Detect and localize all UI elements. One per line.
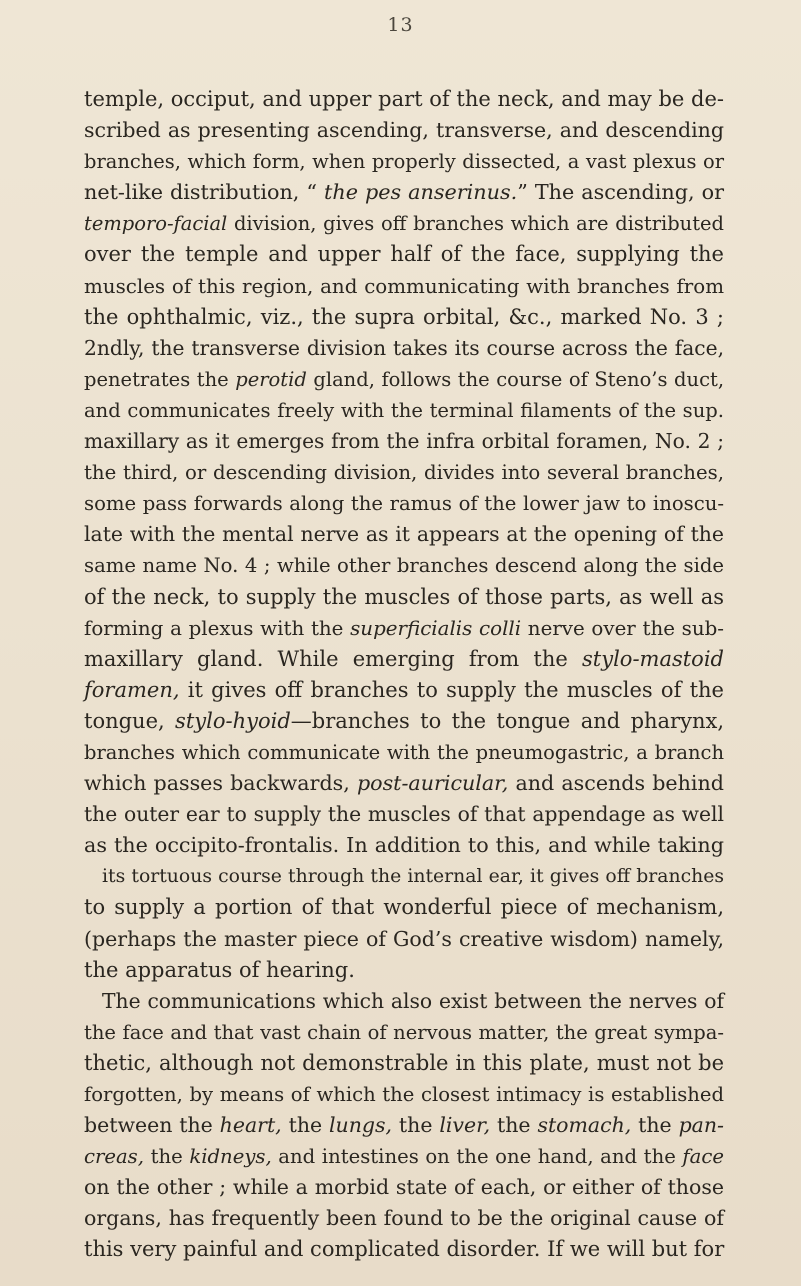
text-line <box>84 550 724 581</box>
text-line <box>84 644 724 675</box>
text-line <box>84 1017 724 1048</box>
text-segment: nerve over the sub- <box>521 616 725 640</box>
text-line <box>84 1079 724 1110</box>
text-line <box>84 488 724 519</box>
text-segment: and intestines on the one hand, and the <box>271 1145 683 1169</box>
text-segment: muscles of this region, and communicating with branches from <box>84 274 724 298</box>
italic-term: creas, <box>84 1145 144 1169</box>
text-segment: the ophthalmic, viz., the supra orbital, &c., marked No. 3 ; <box>84 304 724 329</box>
italic-term: the pes anserinus. <box>324 180 518 205</box>
text-segment: same name No. 4 ; while other branches descend along the side <box>84 554 724 578</box>
text-segment: temple, occiput, and upper part of the neck, and may be de- <box>84 87 724 111</box>
text-segment: as the occipito-frontalis. In addition to this, and while taking <box>84 833 724 858</box>
text-line <box>84 84 724 115</box>
italic-term: stylo-mastoid <box>582 646 724 671</box>
italic-term: lungs, <box>329 1113 393 1138</box>
text-segment: some pass forwards along the ramus of the lower jaw to inoscu- <box>84 492 724 516</box>
italic-term: post-auricular, <box>356 771 509 796</box>
text-line <box>84 955 724 986</box>
text-segment: The communications which also exist between the nerves of <box>102 988 724 1013</box>
text-segment: it gives off branches to supply the muscles of the <box>179 677 724 702</box>
italic-term: perotid <box>235 367 307 391</box>
text-line <box>84 146 724 177</box>
text-segment: penetrates the <box>84 367 236 391</box>
text-line <box>84 364 724 395</box>
text-segment: maxillary as it emerges from the infra orbital foramen, No. 2 ; <box>84 429 724 454</box>
text-segment: forming a plexus with the <box>84 616 351 640</box>
text-segment: the <box>281 1113 329 1138</box>
text-segment: organs, has frequently been found to be the original cause of <box>84 1206 724 1231</box>
page-number: 13 <box>387 14 414 36</box>
text-segment: the outer ear to supply the muscles of that appendage as well <box>84 802 724 827</box>
text-line <box>84 737 724 768</box>
text-line <box>84 924 724 955</box>
text-segment: 2ndly, the transverse division takes its course across the face, <box>84 335 724 360</box>
text-segment: late with the mental nerve as it appears at the opening of the <box>84 522 724 547</box>
text-segment: the <box>631 1113 679 1138</box>
italic-term: foramen, <box>84 677 180 702</box>
text-segment: which passes backwards, <box>84 771 357 796</box>
text-line <box>84 706 724 737</box>
text-line <box>84 1172 724 1203</box>
text-segment: thetic, although not demonstrable in this plate, must not be <box>84 1050 724 1075</box>
text-segment: tongue, <box>84 708 176 733</box>
text-segment: its tortuous course through the internal ear, it gives off branches <box>102 866 724 888</box>
text-line <box>84 271 724 302</box>
italic-term: stylo-hyoid <box>175 708 291 733</box>
text-segment: branches, which form, when properly dissected, a vast plexus or <box>84 150 724 174</box>
text-segment: —branches to the tongue and pharynx, <box>290 708 724 733</box>
text-line <box>84 333 724 364</box>
text-line <box>84 1048 724 1079</box>
italic-term: stomach, <box>537 1113 632 1138</box>
text-segment: of the neck, to supply the muscles of those parts, as well as <box>84 584 724 609</box>
text-segment: branches which communicate with the pneumogastric, a branch <box>84 740 724 764</box>
body-text <box>84 84 724 1266</box>
text-segment: on the other ; while a morbid state of each, or either of those <box>84 1175 724 1200</box>
text-line <box>84 582 724 613</box>
text-segment: division, gives off branches which are distributed <box>227 212 724 236</box>
text-segment: scribed as presenting ascending, transverse, and descending <box>84 118 724 143</box>
text-line <box>84 177 724 208</box>
text-segment: the <box>392 1113 440 1138</box>
text-line <box>84 457 724 488</box>
italic-term: liver, <box>439 1113 491 1138</box>
text-line <box>84 830 724 861</box>
text-line <box>84 1203 724 1234</box>
text-line <box>84 675 724 706</box>
text-segment: net-like distribution, “ <box>84 180 325 205</box>
text-segment: maxillary gland. While emerging from the <box>84 646 582 671</box>
text-line <box>84 395 724 426</box>
text-segment: and communicates freely with the terminal filaments of the sup. <box>84 398 724 422</box>
text-line <box>84 861 724 892</box>
text-line <box>84 892 724 923</box>
text-segment: to supply a portion of that wonderful piece of mechanism, <box>84 895 724 920</box>
text-segment: (perhaps the master piece of God’s creative wisdom) namely, <box>84 926 724 951</box>
text-segment: this very painful and complicated disorder. If we will but for <box>84 1237 725 1262</box>
text-segment: between the <box>84 1113 220 1138</box>
text-line <box>84 426 724 457</box>
text-segment: the face and that vast chain of nervous matter, the great sympa- <box>84 1020 724 1044</box>
text-line <box>84 986 724 1017</box>
text-line <box>84 1110 724 1141</box>
italic-term: face <box>682 1145 724 1169</box>
text-segment: the third, or descending division, divides into several branches, <box>84 461 724 485</box>
text-line <box>84 799 724 830</box>
text-line <box>84 1234 724 1265</box>
text-line <box>84 519 724 550</box>
text-line <box>84 613 724 644</box>
text-segment: gland, follows the course of Steno’s duct, <box>306 367 725 391</box>
italic-term: heart, <box>219 1113 282 1138</box>
italic-term: superficialis colli <box>350 616 522 640</box>
text-segment: ” The ascending, or <box>517 180 724 205</box>
text-segment: forgotten, by means of which the closest intimacy is established <box>84 1083 724 1106</box>
text-line <box>84 302 724 333</box>
italic-term: kidneys, <box>189 1145 272 1169</box>
text-segment: the <box>490 1113 538 1138</box>
text-line <box>84 768 724 799</box>
italic-term: pan- <box>678 1113 724 1138</box>
text-segment: and ascends behind <box>508 771 725 796</box>
text-segment: the <box>144 1145 190 1169</box>
text-line <box>84 239 724 270</box>
text-segment: over the temple and upper half of the face, supplying the <box>84 242 724 267</box>
text-line <box>84 208 724 239</box>
text-segment: the apparatus of hearing. <box>84 957 355 982</box>
italic-term: temporo-facial <box>84 212 228 236</box>
text-line <box>84 1141 724 1172</box>
text-line <box>84 115 724 146</box>
